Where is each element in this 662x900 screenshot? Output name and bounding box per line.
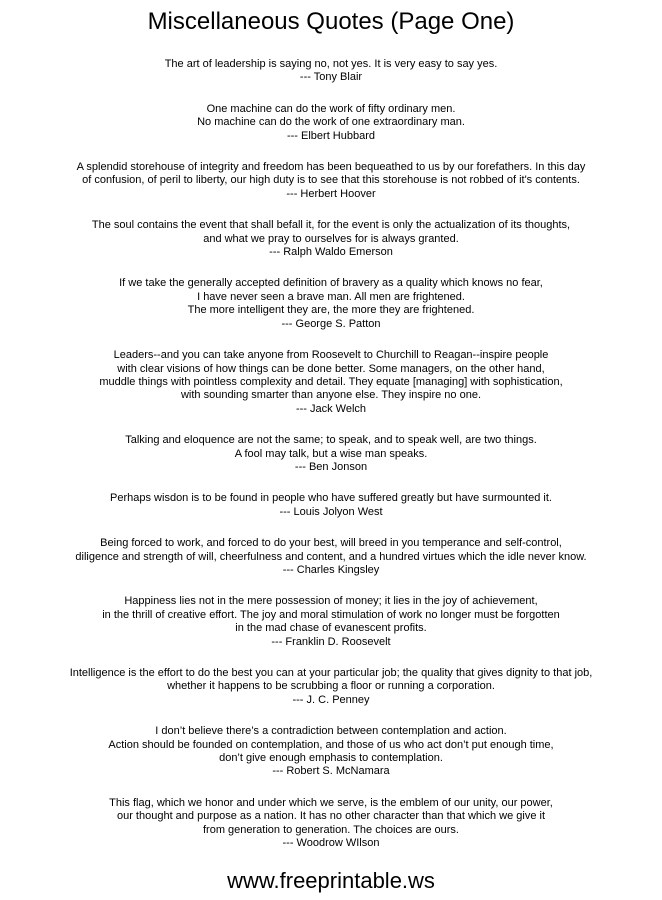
quote-block [20,58,642,85]
quote-attribution: --- Ralph Waldo Emerson [269,246,393,259]
quote-line: with sounding smarter than anyone else. They inspire no one. [180,389,482,402]
quote-line: Intelligence is the effort to do the best you can at your particular job; the quality that gives dignity to that job, [69,667,593,679]
quote-attribution: --- J. C. Penney [292,693,370,706]
quote-line: Talking and eloquence are not the same; to speak, and to speak well, are two things. [125,434,537,447]
quote-line: Perhaps wisdon is to be found in people who have suffered greatly but have surmounted it. [110,492,552,505]
quote-line: One machine can do the work of fifty ordinary men. [206,102,456,115]
quote-line: I have never seen a brave man. All men are frightened. [197,290,465,303]
quote-line: I don’t believe there’s a contradiction between contemplation and action. [155,725,507,738]
quote-line: diligence and strength of will, cheerfulness and content, and a hundred virtues which the idle never know. [75,550,587,563]
quote-attribution: --- Charles Kingsley [282,563,380,576]
quote-attribution: --- Elbert Hubbard [286,129,376,142]
quote-attribution: --- Woodrow WIlson [282,837,380,850]
quote-line: Happiness lies not in the mere possession of money; it lies in the joy of achievement, [124,595,538,608]
quote-attribution: --- Franklin D. Roosevelt [271,635,391,648]
footer-url: www.freeprintable.ws [227,868,435,894]
quote-line: from generation to generation. The choices are ours. [202,823,459,836]
quote-line: and what we pray to ourselves for is always granted. [203,232,459,245]
quote-attribution: --- Robert S. McNamara [272,765,390,778]
quote-block [20,103,642,143]
quote-line: Being forced to work, and forced to do your best, will breed in you temperance and self-control, [100,537,562,550]
quote-line: The art of leadership is saying no, not yes. It is very easy to say yes. [164,58,498,70]
quote-line: our thought and purpose as a nation. It has no other character than that which we give it [116,810,546,823]
quotes-list [20,58,642,850]
quote-attribution: --- Herbert Hoover [286,187,376,200]
quote-line: If we take the generally accepted definition of bravery as a quality which knows no fear, [119,277,543,290]
quote-line: This flag, which we honor and under which we serve, is the emblem of our unity, our power, [109,796,553,809]
page-title: Miscellaneous Quotes (Page One) [147,8,515,35]
quote-block [20,725,642,779]
quote-attribution: --- Louis Jolyon West [279,505,383,518]
quote-line: Leaders--and you can take anyone from Roosevelt to Churchill to Reagan--inspire people [113,349,549,362]
quote-line: whether it happens to be scrubbing a floor or running a corporation. [167,680,495,693]
quote-block [20,797,642,851]
quote-line: No machine can do the work of one extraordinary man. [197,116,465,129]
quote-line: in the mad chase of evanescent profits. [235,622,427,635]
quote-attribution: --- George S. Patton [281,317,381,330]
quote-line: in the thrill of creative effort. The joy and moral stimulation of work no longer must be forgotten [102,608,560,621]
quote-block [20,161,642,201]
quote-block [20,667,642,707]
quote-line: of confusion, of peril to liberty, our high duty is to see that this storehouse is not robbed of it's contents. [82,174,580,187]
quote-line: A fool may talk, but a wise man speaks. [234,447,428,460]
quote-line: The soul contains the event that shall befall it, for the event is only the actualization of its thoughts, [91,219,571,232]
quote-line: A splendid storehouse of integrity and freedom has been bequeathed to us by our forefathers. In this day [76,161,586,174]
quote-line: with clear visions of how things can be done better. Some managers, on the other hand, [117,362,545,375]
quote-block [20,434,642,474]
quote-block [20,349,642,416]
quote-line: Action should be founded on contemplation, and those of us who act don’t put enough time, [108,738,554,751]
quote-attribution: --- Jack Welch [295,402,367,415]
quote-block [20,492,642,519]
quote-attribution: --- Ben Jonson [294,460,368,473]
quote-block [20,537,642,577]
quote-block [20,277,642,331]
quote-line: don’t give enough emphasis to contemplation. [219,752,443,765]
quote-line: The more intelligent they are, the more they are frightened. [187,304,475,317]
quote-block [20,219,642,259]
quote-block [20,595,642,649]
quote-line: muddle things with pointless complexity and detail. They equate [managing] with sophistication, [99,375,563,388]
quote-attribution: --- Tony Blair [299,71,363,84]
